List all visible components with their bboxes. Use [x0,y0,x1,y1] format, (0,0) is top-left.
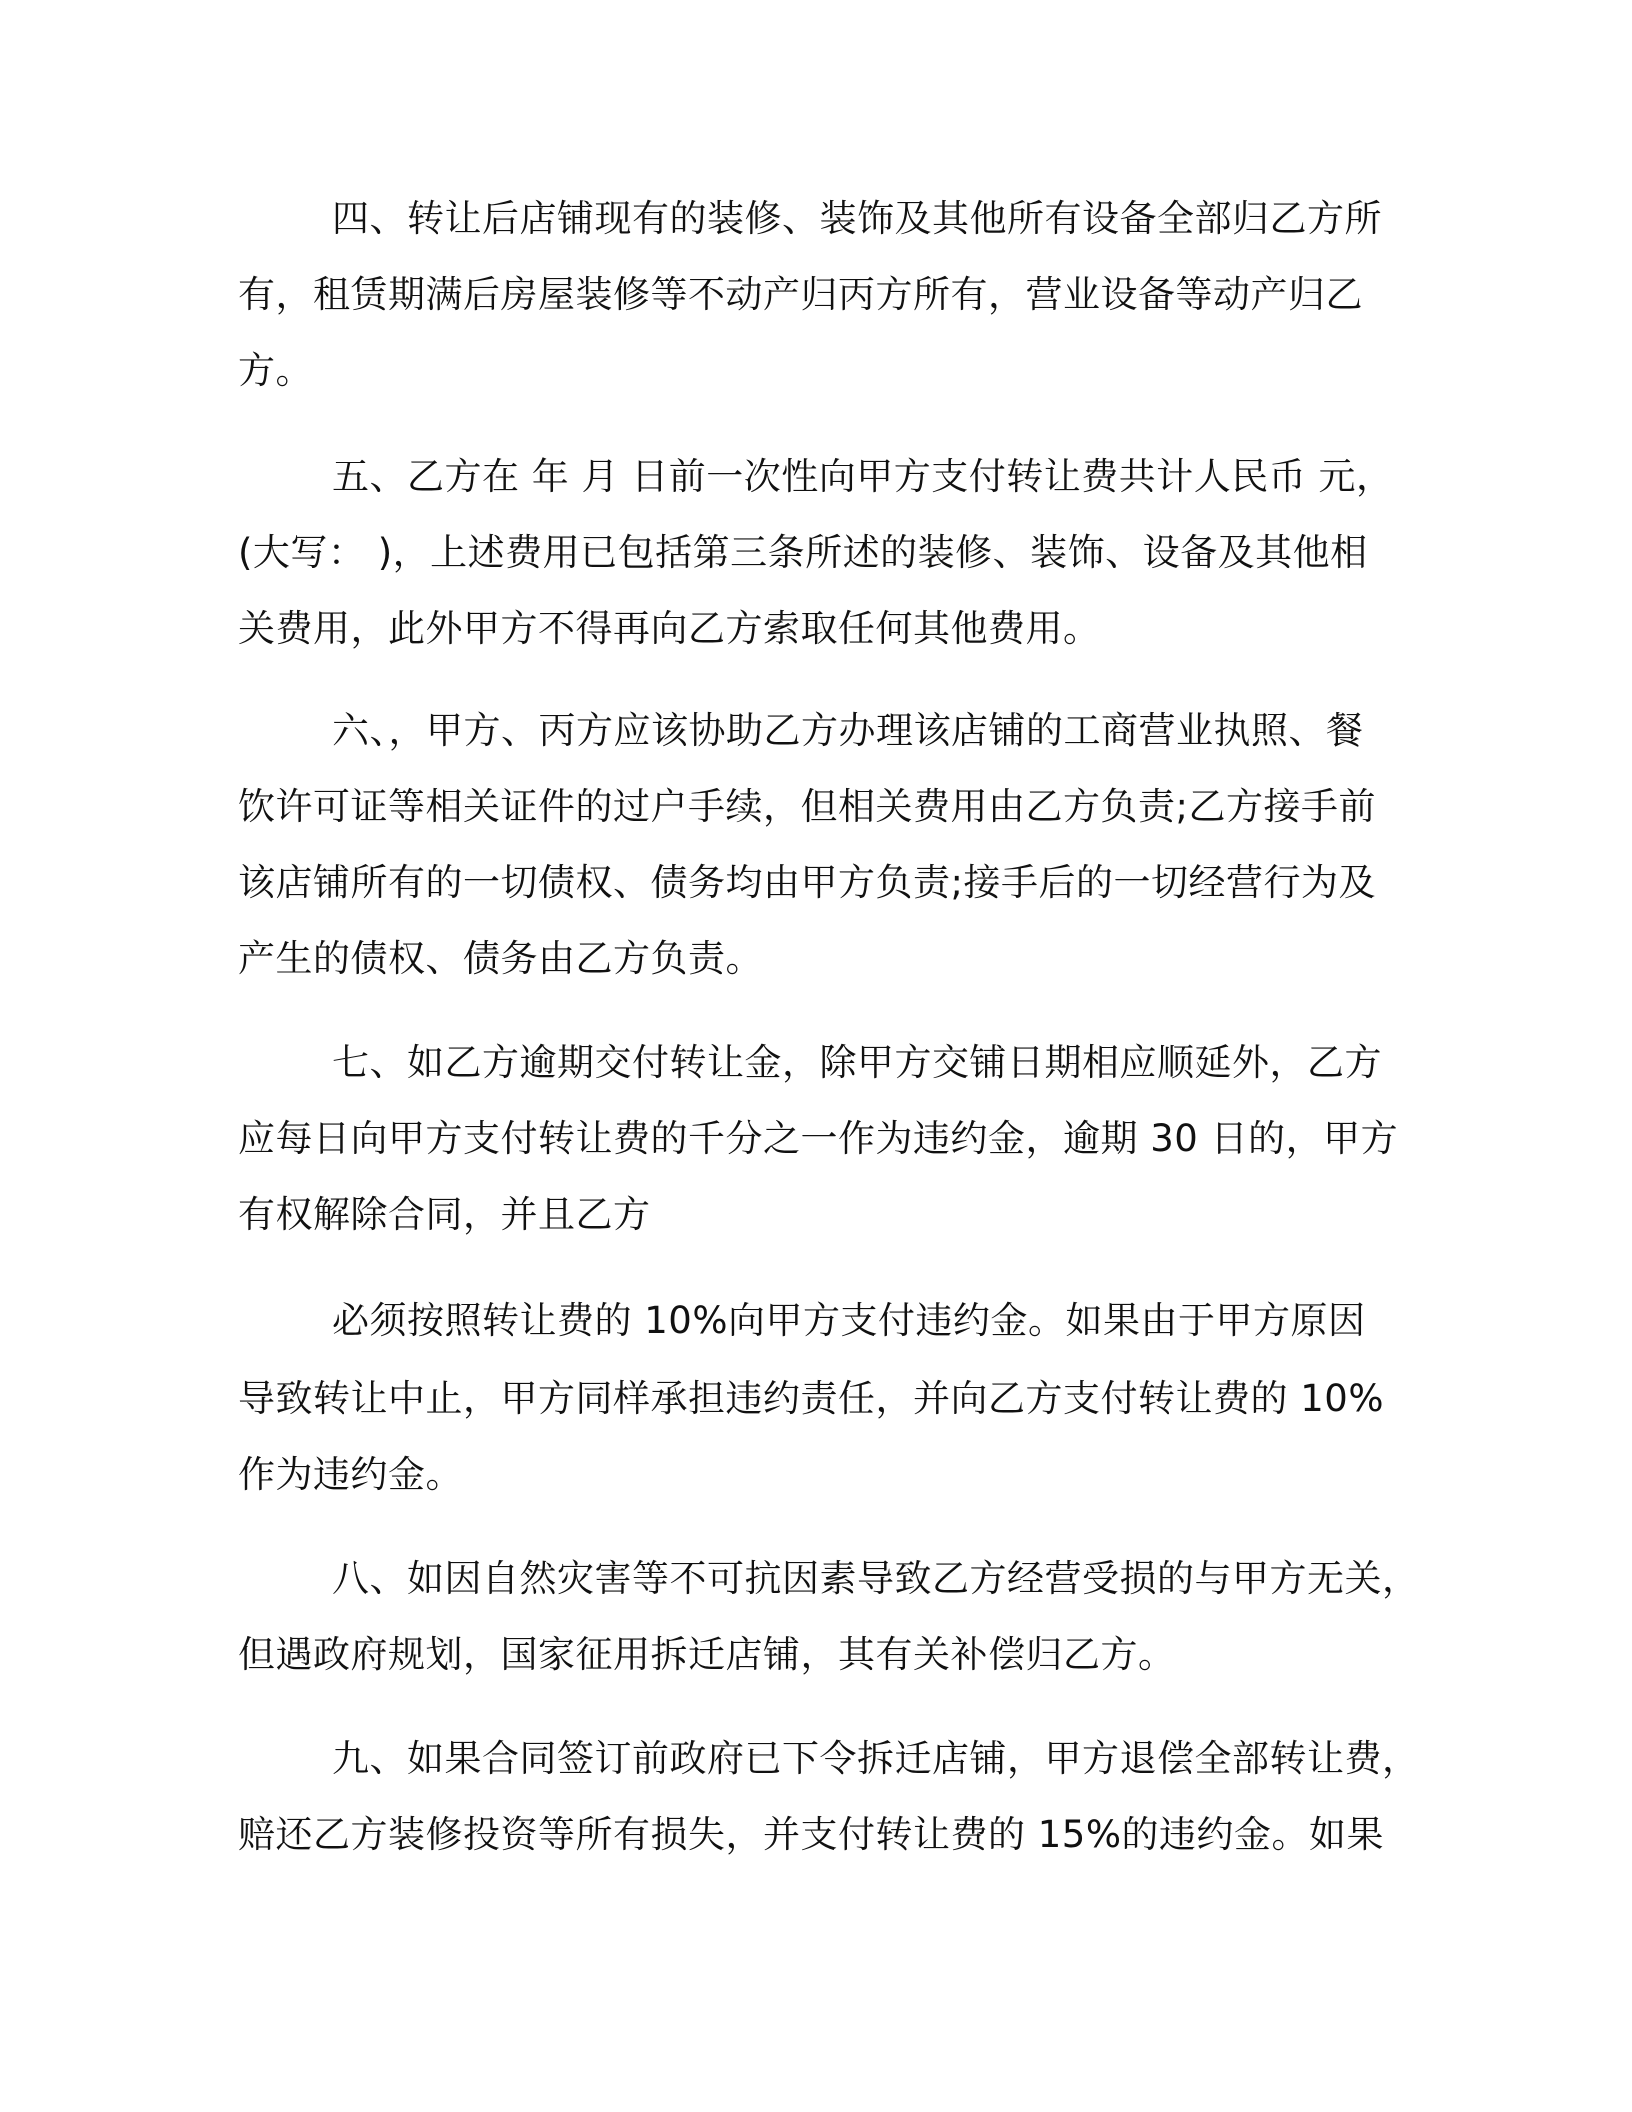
text-line: 四、转让后店铺现有的装修、装饰及其他所有设备全部归乙方所 [332,197,1382,240]
text-line: 赔还乙方装修投资等所有损失，并支付转让费的 15%的违约金。如果 [238,1813,1384,1856]
text-line: 导致转让中止，甲方同样承担违约责任，并向乙方支付转让费的 10% [238,1377,1384,1420]
text-line: 产生的债权、债务由乙方负责。 [238,937,763,980]
text-line: 有权解除合同，并且乙方 [238,1193,651,1236]
text-line: 方。 [238,349,313,392]
text-line: 九、如果合同签订前政府已下令拆迁店铺，甲方退偿全部转让费， [332,1737,1420,1780]
text-line: 应每日向甲方支付转让费的千分之一作为违约金，逾期 30 日的，甲方 [238,1117,1399,1160]
text-line: 八、如因自然灾害等不可抗因素导致乙方经营受损的与甲方无关， [332,1557,1420,1600]
text-line: 饮许可证等相关证件的过户手续，但相关费用由乙方负责;乙方接手前 [238,785,1376,828]
text-line: 五、乙方在 年 月 日前一次性向甲方支付转让费共计人民币 元， [332,455,1394,498]
text-line: 六、，甲方、丙方应该协助乙方办理该店铺的工商营业执照、餐 [332,709,1364,752]
text-line: 但遇政府规划，国家征用拆迁店铺，其有关补偿归乙方。 [238,1633,1176,1676]
text-line: 七、如乙方逾期交付转让金，除甲方交铺日期相应顺延外，乙方 [332,1041,1382,1084]
text-line: (大写： )，上述费用已包括第三条所述的装修、装饰、设备及其他相 [238,531,1368,574]
text-line: 该店铺所有的一切债权、债务均由甲方负责;接手后的一切经营行为及 [238,861,1376,904]
text-line: 作为违约金。 [238,1453,463,1496]
text-line: 有，租赁期满后房屋装修等不动产归丙方所有，营业设备等动产归乙 [238,273,1363,316]
text-line: 关费用，此外甲方不得再向乙方索取任何其他费用。 [238,607,1101,650]
text-line: 必须按照转让费的 10%向甲方支付违约金。如果由于甲方原因 [332,1299,1366,1342]
